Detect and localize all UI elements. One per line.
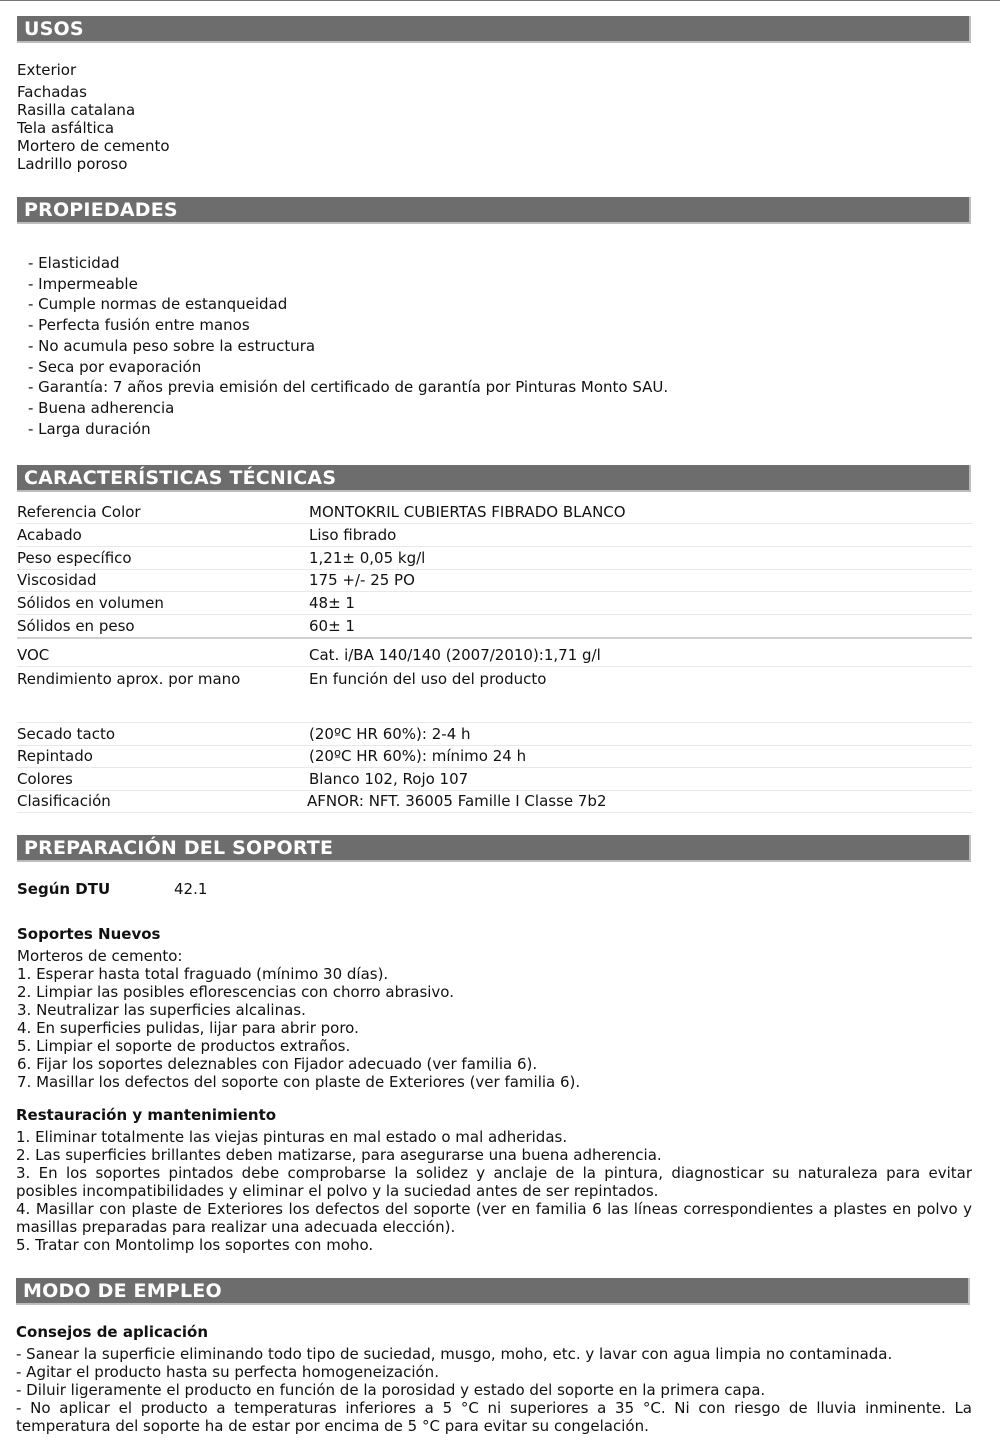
list-item: - Sanear la superficie eliminando todo tipo de suciedad, musgo, moho, etc. y lavar con agua limpia no contaminada.: [16, 1345, 893, 1363]
list-item: 7. Masillar los defectos del soporte con plaste de Exteriores (ver familia 6).: [17, 1073, 581, 1091]
list-item: 2. Las superficies brillantes deben matizarse, para asegurarse una buena adherencia.: [16, 1146, 662, 1164]
tech-key: Repintado: [17, 747, 93, 765]
list-item: 4. Masillar con plaste de Exteriores los defectos del soporte (ver en familia 6 las líneas correspondientes a plastes en polvo y masillas preparadas para realizar una adecuada elección).: [16, 1200, 972, 1236]
list-item: - Diluir ligeramente el producto en función de la porosidad y estado del soporte en la primera capa.: [16, 1381, 766, 1399]
list-item: 1. Eliminar totalmente las viejas pinturas en mal estado o mal adheridas.: [16, 1128, 568, 1146]
table-row: [17, 592, 972, 615]
uso-item: Ladrillo poroso: [17, 155, 128, 173]
consejos-list: [16, 1345, 972, 1435]
tech-key: Clasificación: [17, 792, 111, 810]
section-header-usos: [17, 16, 971, 43]
tech-key: Sólidos en volumen: [17, 594, 164, 612]
tech-key: Peso específico: [17, 549, 132, 567]
table-row: [17, 723, 972, 746]
tech-key: Rendimiento aprox. por mano: [17, 670, 241, 688]
uso-item: Tela asfáltica: [17, 119, 115, 137]
tech-value: (20ºC HR 60%): mínimo 24 h: [309, 747, 527, 765]
section-header-modo: [16, 1278, 970, 1305]
list-item: 4. En superficies pulidas, lijar para abrir poro.: [17, 1019, 359, 1037]
section-title: CARACTERÍSTICAS TÉCNICAS: [24, 467, 337, 489]
dtu-label: Según DTU: [17, 880, 111, 898]
propiedad-item: - No acumula peso sobre la estructura: [28, 336, 316, 355]
table-row: [17, 790, 972, 813]
table-row: [17, 768, 972, 791]
subsection-title-soportes-nuevos: Soportes Nuevos: [17, 925, 161, 943]
list-intro: Morteros de cemento:: [17, 947, 183, 965]
tech-key: VOC: [17, 646, 50, 664]
tech-value: Blanco 102, Rojo 107: [309, 770, 469, 788]
usos-list: [17, 83, 170, 173]
subsection-title-restauracion: Restauración y mantenimiento: [16, 1106, 277, 1124]
soportes-nuevos-list: [17, 947, 580, 1091]
tech-key: Referencia Color: [17, 503, 141, 521]
propiedades-list: [28, 253, 668, 439]
table-row: [17, 668, 972, 723]
section-header-preparacion: [17, 835, 971, 862]
section-title: USOS: [24, 18, 84, 40]
section-title: PROPIEDADES: [24, 199, 178, 221]
list-item: - No aplicar el producto a temperaturas inferiores a 5 °C ni superiores a 35 °C. Ni con riesgo de lluvia inminente. La temperatura del soporte ha de estar por encima de 5 °C para evitar su congelación.: [16, 1399, 972, 1435]
list-item: 2. Limpiar las posibles eflorescencias con chorro abrasivo.: [17, 983, 454, 1001]
propiedad-item: - Elasticidad: [28, 254, 120, 272]
uso-item: Mortero de cemento: [17, 137, 170, 155]
subsection-title-consejos: Consejos de aplicación: [16, 1323, 208, 1341]
tech-value: Liso fibrado: [309, 526, 397, 544]
table-row: [17, 644, 972, 667]
tech-value: 175 +/- 25 PO: [309, 571, 415, 589]
propiedad-item: - Buena adherencia: [28, 398, 175, 417]
section-header-propiedades: [17, 197, 971, 224]
list-item: 5. Limpiar el soporte de productos extraños.: [17, 1037, 351, 1055]
propiedad-item: - Larga duración: [28, 419, 151, 438]
uso-item: Rasilla catalana: [17, 101, 136, 119]
list-item: 3. En los soportes pintados debe comprobarse la solidez y anclaje de la pintura, diagnosticar su naturaleza para evitar posibles incompatibilidades y eliminar el polvo y la suciedad antes de ser repintados.: [16, 1164, 972, 1200]
table-row: [17, 547, 972, 570]
section-title: MODO DE EMPLEO: [23, 1280, 222, 1302]
uso-item: Exterior: [17, 61, 77, 79]
table-row: [17, 745, 972, 768]
restauracion-list: [16, 1128, 972, 1254]
tech-key: Secado tacto: [17, 725, 116, 743]
propiedad-item: - Cumple normas de estanqueidad: [28, 295, 288, 314]
tech-key: Viscosidad: [17, 571, 97, 589]
tech-value: (20ºC HR 60%): 2-4 h: [309, 725, 471, 743]
tech-value: AFNOR: NFT. 36005 Famille I Classe 7b2: [307, 792, 607, 810]
list-item: 1. Esperar hasta total fraguado (mínimo 30 días).: [17, 965, 389, 983]
propiedad-item: - Perfecta fusión entre manos: [28, 316, 250, 335]
table-row: [17, 615, 972, 639]
propiedad-item: - Impermeable: [28, 274, 138, 293]
table-row: [17, 524, 972, 547]
tech-value: Cat. i/BA 140/140 (2007/2010):1,71 g/l: [309, 646, 601, 664]
table-row: [17, 569, 972, 592]
tech-value: 1,21± 0,05 kg/l: [309, 549, 426, 567]
tech-key: Acabado: [17, 526, 82, 544]
top-divider: [0, 0, 1000, 1]
uso-item: Fachadas: [17, 83, 87, 101]
table-row: [17, 501, 972, 524]
list-item: 3. Neutralizar las superficies alcalinas.: [17, 1001, 306, 1019]
propiedad-item: - Seca por evaporación: [28, 357, 202, 376]
section-title: PREPARACIÓN DEL SOPORTE: [24, 837, 334, 859]
section-header-caracteristicas: [17, 465, 971, 492]
tech-value: En función del uso del producto: [309, 670, 547, 688]
list-item: 6. Fijar los soportes deleznables con Fijador adecuado (ver familia 6).: [17, 1055, 538, 1073]
list-item: 5. Tratar con Montolimp los soportes con moho.: [16, 1236, 374, 1254]
propiedad-item: - Garantía: 7 años previa emisión del certificado de garantía por Pinturas Monto SAU.: [28, 378, 669, 397]
tech-value: MONTOKRIL CUBIERTAS FIBRADO BLANCO: [309, 503, 626, 521]
list-item: - Agitar el producto hasta su perfecta homogeneización.: [16, 1363, 439, 1381]
tech-value: 60± 1: [309, 617, 355, 635]
tech-value: 48± 1: [309, 594, 355, 612]
tech-key: Sólidos en peso: [17, 617, 135, 635]
dtu-value: 42.1: [174, 880, 208, 898]
tech-key: Colores: [17, 770, 73, 788]
